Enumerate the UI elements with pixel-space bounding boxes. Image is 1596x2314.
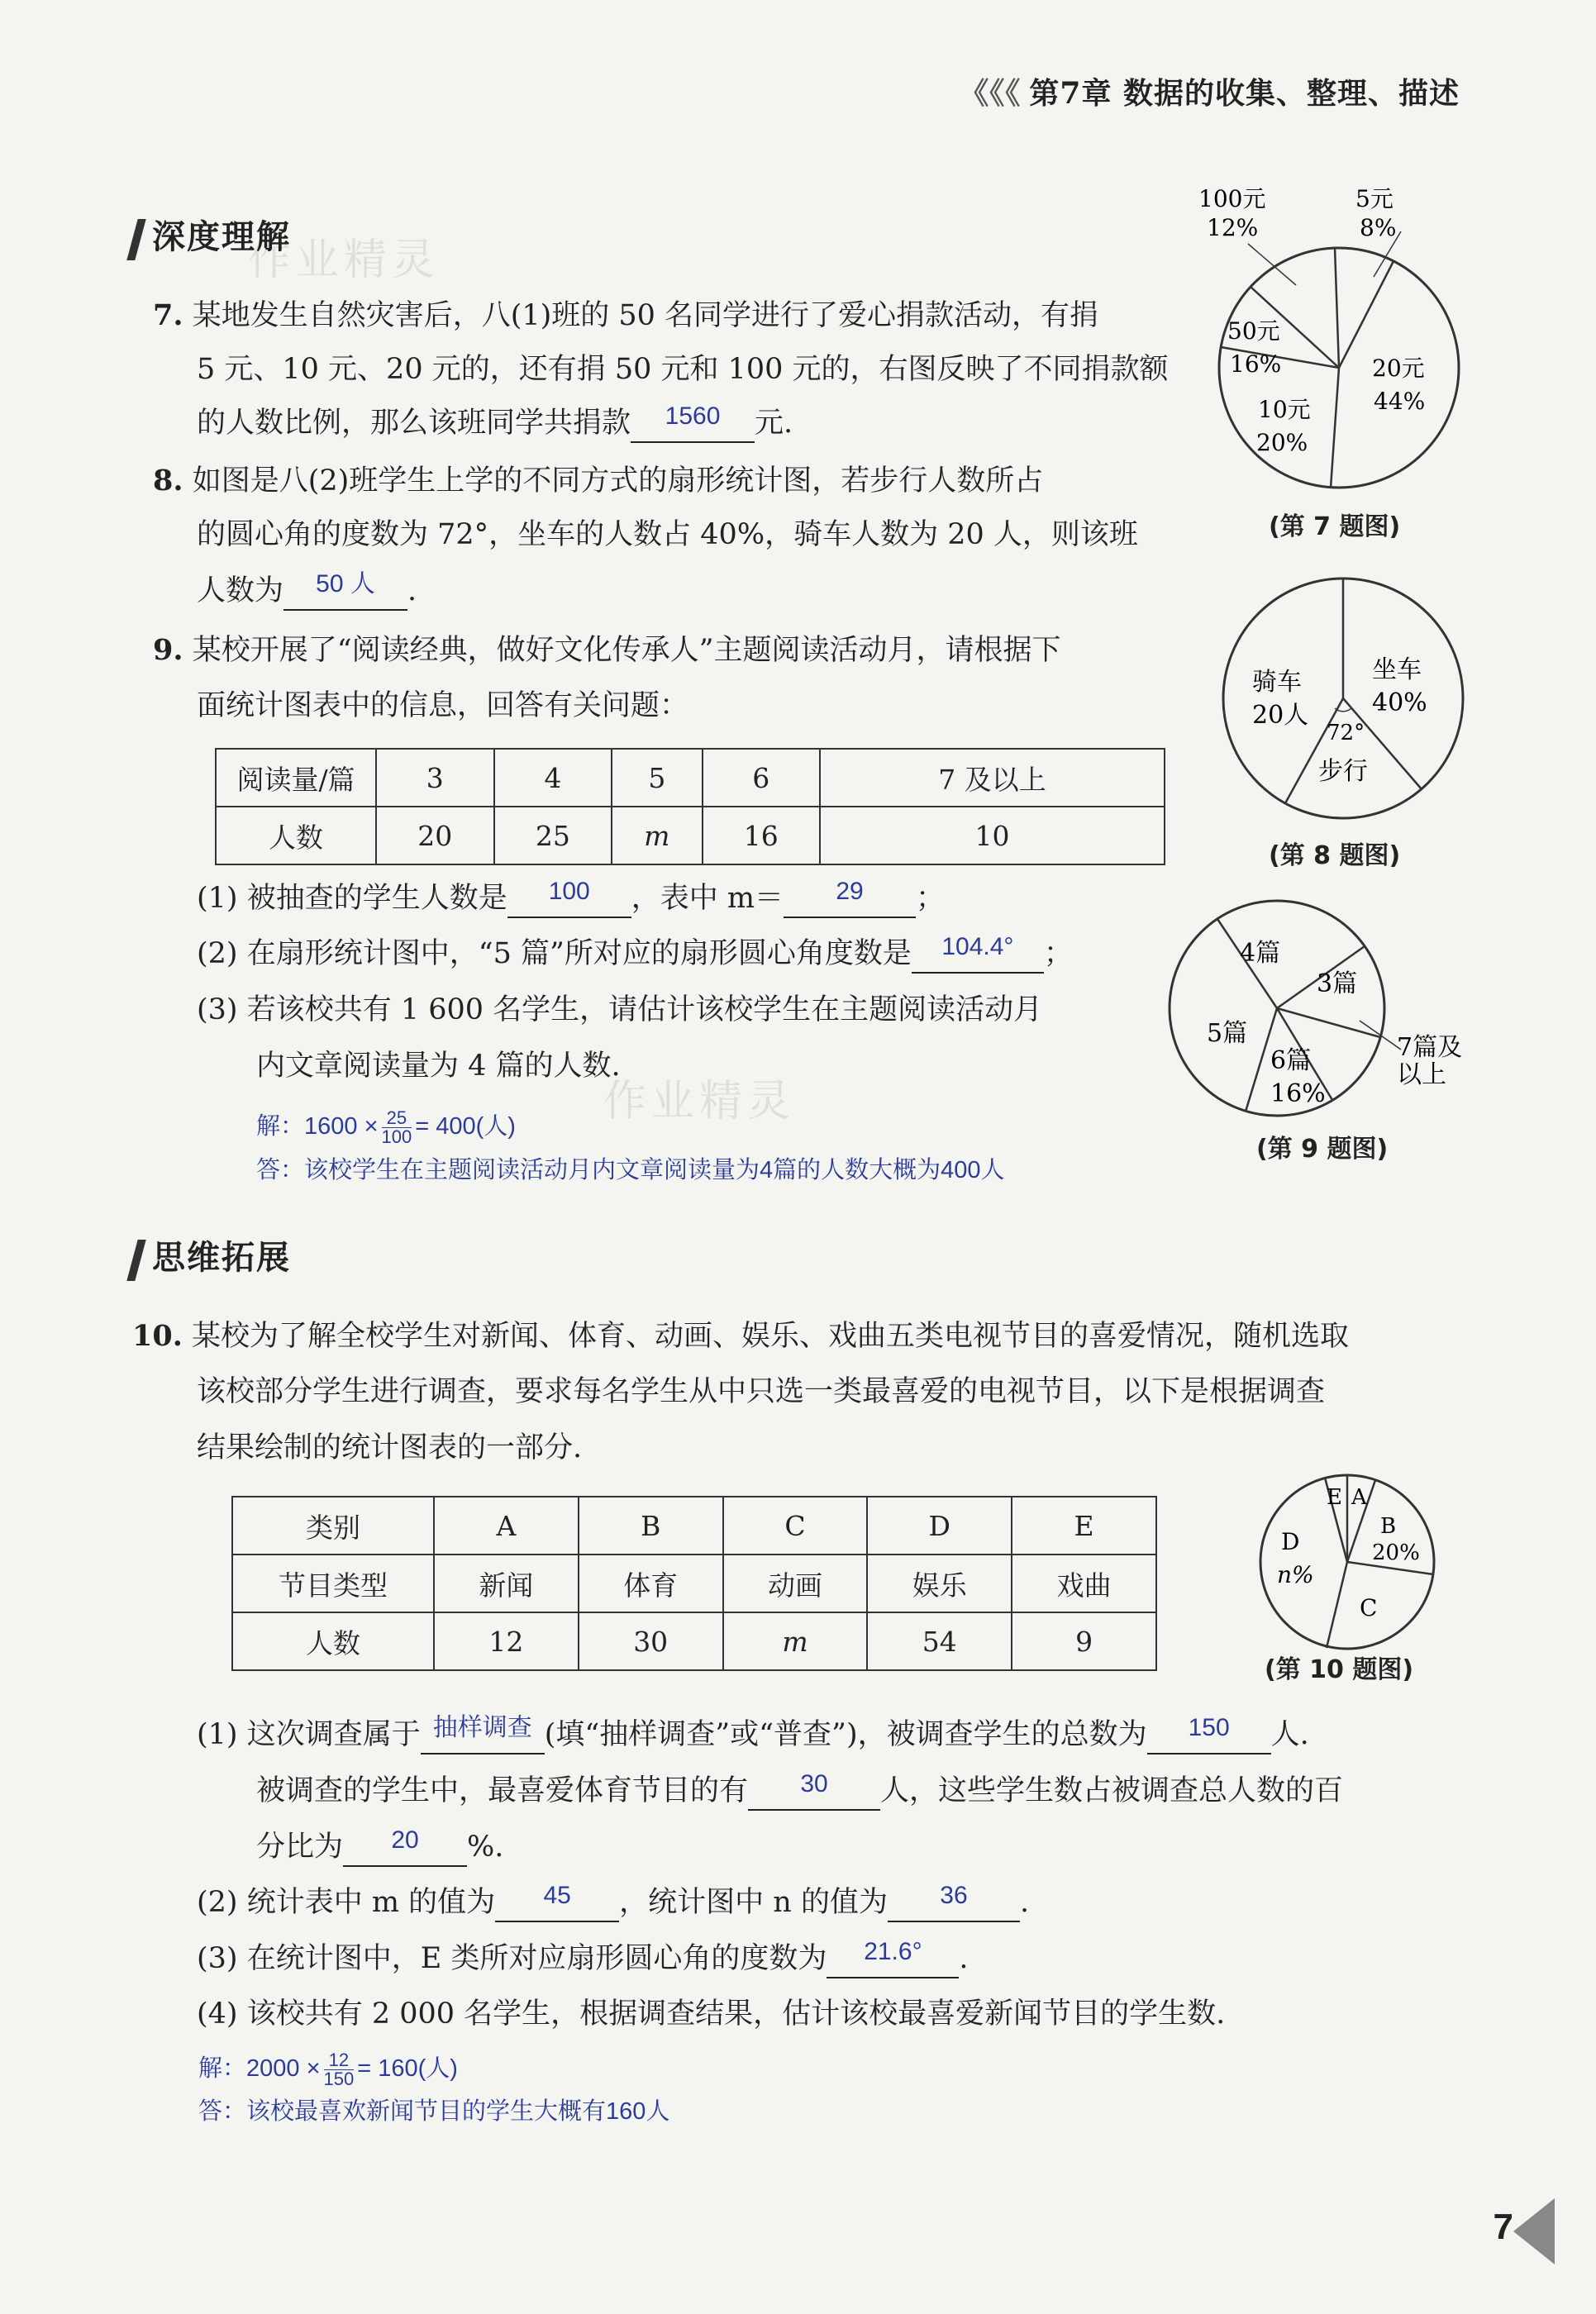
- fig7-label: 100元: [1198, 185, 1266, 212]
- section-deep-understanding: 深度理解: [132, 211, 291, 260]
- q9-answer: 答：该校学生在主题阅读活动月内文章阅读量为4篇的人数大概为400人: [256, 1157, 1005, 1183]
- svg-text:6篇: 6篇: [1270, 1046, 1312, 1075]
- fig10-pie-chart: [1244, 1467, 1467, 1665]
- svg-text:骑车: 骑车: [1252, 668, 1302, 697]
- svg-text:5元: 5元: [1355, 185, 1394, 212]
- svg-text:5篇: 5篇: [1207, 1019, 1248, 1048]
- fig9-pie-chart: [1157, 897, 1488, 1128]
- svg-text:50元: 50元: [1227, 317, 1280, 345]
- q7-line1: 7. 某地发生自然灾害后，八(1)班的 50 名同学进行了爱心捐款活动，有捐: [153, 298, 1099, 332]
- svg-text:A: A: [1351, 1485, 1367, 1510]
- q10-line3: 结果绘制的统计图表的一部分.: [197, 1431, 583, 1464]
- page-number: 7: [1493, 2207, 1513, 2247]
- fig7-pie-chart: [1190, 169, 1488, 517]
- svg-text:16%: 16%: [1270, 1079, 1326, 1108]
- fig7-caption: (第 7 题图): [1269, 512, 1401, 541]
- svg-text:E: E: [1327, 1485, 1342, 1510]
- q9-line1: 9. 某校开展了“阅读经典，做好文化传承人”主题阅读活动月，请根据下: [153, 633, 1061, 667]
- table-row: 类别 A B C D E: [232, 1497, 1156, 1555]
- table-row: 人数 12 30 m 54 9: [232, 1612, 1156, 1670]
- triple-chevron-icon: 《《《: [959, 77, 1022, 111]
- svg-text:44%: 44%: [1374, 388, 1426, 415]
- svg-text:n%: n%: [1277, 1561, 1314, 1588]
- svg-text:20%: 20%: [1372, 1540, 1420, 1565]
- watermark: 作业精灵: [603, 1077, 796, 1126]
- fig8-pie-chart: [1215, 566, 1479, 831]
- svg-text:72°: 72°: [1327, 721, 1365, 745]
- q9-solution: 解：1600 × $\frac{25}{100}$ = 400(人): [256, 1107, 516, 1147]
- q10-part1b: 被调查的学生中，最喜爱体育节目的有 30 人，这些学生数占被调查总人数的百: [256, 1773, 1343, 1811]
- svg-text:20元: 20元: [1372, 355, 1425, 382]
- svg-text:3篇: 3篇: [1317, 969, 1358, 998]
- svg-text:C: C: [1360, 1594, 1378, 1621]
- svg-text:20%: 20%: [1256, 429, 1308, 456]
- page-corner-triangle-icon: [1513, 2198, 1555, 2264]
- svg-text:4篇: 4篇: [1240, 939, 1281, 968]
- svg-text:7篇及: 7篇及: [1397, 1033, 1463, 1062]
- q9-part3b: 内文章阅读量为 4 篇的人数.: [256, 1050, 621, 1083]
- q10-part2: (2) 统计表中 m 的值为 45 ，统计图中 n 的值为 36 .: [197, 1884, 1029, 1922]
- q8-line3: 人数为 50 人 .: [197, 573, 417, 611]
- q9-line2: 面统计图表中的信息，回答有关问题：: [197, 689, 689, 722]
- q10-table: [231, 1496, 1157, 1671]
- watermark: 作业精灵: [248, 236, 441, 285]
- svg-text:8%: 8%: [1360, 214, 1397, 241]
- q10-line1: 10. 某校为了解全校学生对新闻、体育、动画、娱乐、戏曲五类电视节目的喜爱情况，随机选取: [132, 1319, 1350, 1353]
- q10-line2: 该校部分学生进行调查，要求每名学生从中只选一类最喜爱的电视节目，以下是根据调查: [197, 1375, 1326, 1408]
- svg-text:20人: 20人: [1252, 701, 1309, 730]
- svg-text:以上: 以上: [1397, 1060, 1446, 1089]
- svg-text:B: B: [1380, 1514, 1397, 1539]
- q7-line3: 的人数比例，那么该班同学共捐款 1560 元.: [197, 405, 793, 443]
- q10-part3: (3) 在统计图中，E 类所对应扇形圆心角的度数为 21.6° .: [197, 1940, 969, 1978]
- svg-text:10元: 10元: [1258, 396, 1311, 423]
- fig9-caption: (第 9 题图): [1256, 1135, 1389, 1164]
- pen-icon: [126, 1240, 145, 1281]
- q10-solution: 解：2000 × $\frac{12}{150}$ = 160(人): [198, 2049, 458, 2089]
- q8-line2: 的圆心角的度数为 72°，坐车的人数占 40%，骑车人数为 20 人，则该班: [197, 518, 1138, 551]
- q8-answer-blank: 50 人: [283, 573, 407, 611]
- q10-part1: (1) 这次调查属于 抽样调查 (填“抽样调查”或“普查”)，被调查学生的总数为 150 人.: [197, 1716, 1309, 1755]
- q9-table: [215, 748, 1165, 865]
- table-row: 节目类型 新闻 体育 动画 娱乐 戏曲: [232, 1555, 1156, 1612]
- svg-text:16%: 16%: [1230, 350, 1282, 378]
- q9-part3: (3) 若该校共有 1 600 名学生，请估计该校学生在主题阅读活动月: [197, 993, 1043, 1026]
- q9-part1: (1) 被抽查的学生人数是 100 ，表中 m＝ 29 ；: [197, 880, 945, 918]
- fraction: $\frac{12}{150}$: [323, 2049, 355, 2089]
- svg-text:12%: 12%: [1207, 214, 1259, 241]
- q9-part2: (2) 在扇形统计图中，“5 篇”所对应的扇形圆心角度数是 104.4° ；: [197, 936, 1073, 974]
- fig8-caption: (第 8 题图): [1269, 841, 1401, 870]
- pen-icon: [126, 219, 145, 260]
- svg-text:步行: 步行: [1318, 757, 1368, 786]
- q10-part4: (4) 该校共有 2 000 名学生，根据调查结果，估计该校最喜爱新闻节目的学生数.: [197, 1997, 1226, 2031]
- q10-answer: 答：该校最喜欢新闻节目的学生大概有160人: [198, 2098, 670, 2125]
- q7-line2: 5 元、10 元、20 元的，还有捐 50 元和 100 元的，右图反映了不同捐款额: [197, 353, 1169, 386]
- table-row: 人数 20 25 m 16 10: [216, 807, 1165, 864]
- q10-part1c: 分比为 20 %.: [256, 1829, 503, 1867]
- q8-line1: 8. 如图是八(2)班学生上学的不同方式的扇形统计图，若步行人数所占: [153, 464, 1044, 498]
- section-thinking-expansion: 思维拓展: [132, 1231, 291, 1281]
- fraction: $\frac{25}{100}$: [381, 1107, 412, 1147]
- q7-answer-blank: 1560: [631, 405, 755, 443]
- svg-text:坐车: 坐车: [1372, 655, 1422, 684]
- svg-text:40%: 40%: [1372, 688, 1427, 717]
- fig10-caption: (第 10 题图): [1265, 1655, 1414, 1684]
- table-row: 阅读量/篇 3 4 5 6 7 及以上: [216, 749, 1165, 807]
- svg-text:D: D: [1281, 1528, 1300, 1555]
- chapter-header: [959, 70, 1460, 112]
- chapter-title: 第7章 数据的收集、整理、描述: [1029, 76, 1460, 111]
